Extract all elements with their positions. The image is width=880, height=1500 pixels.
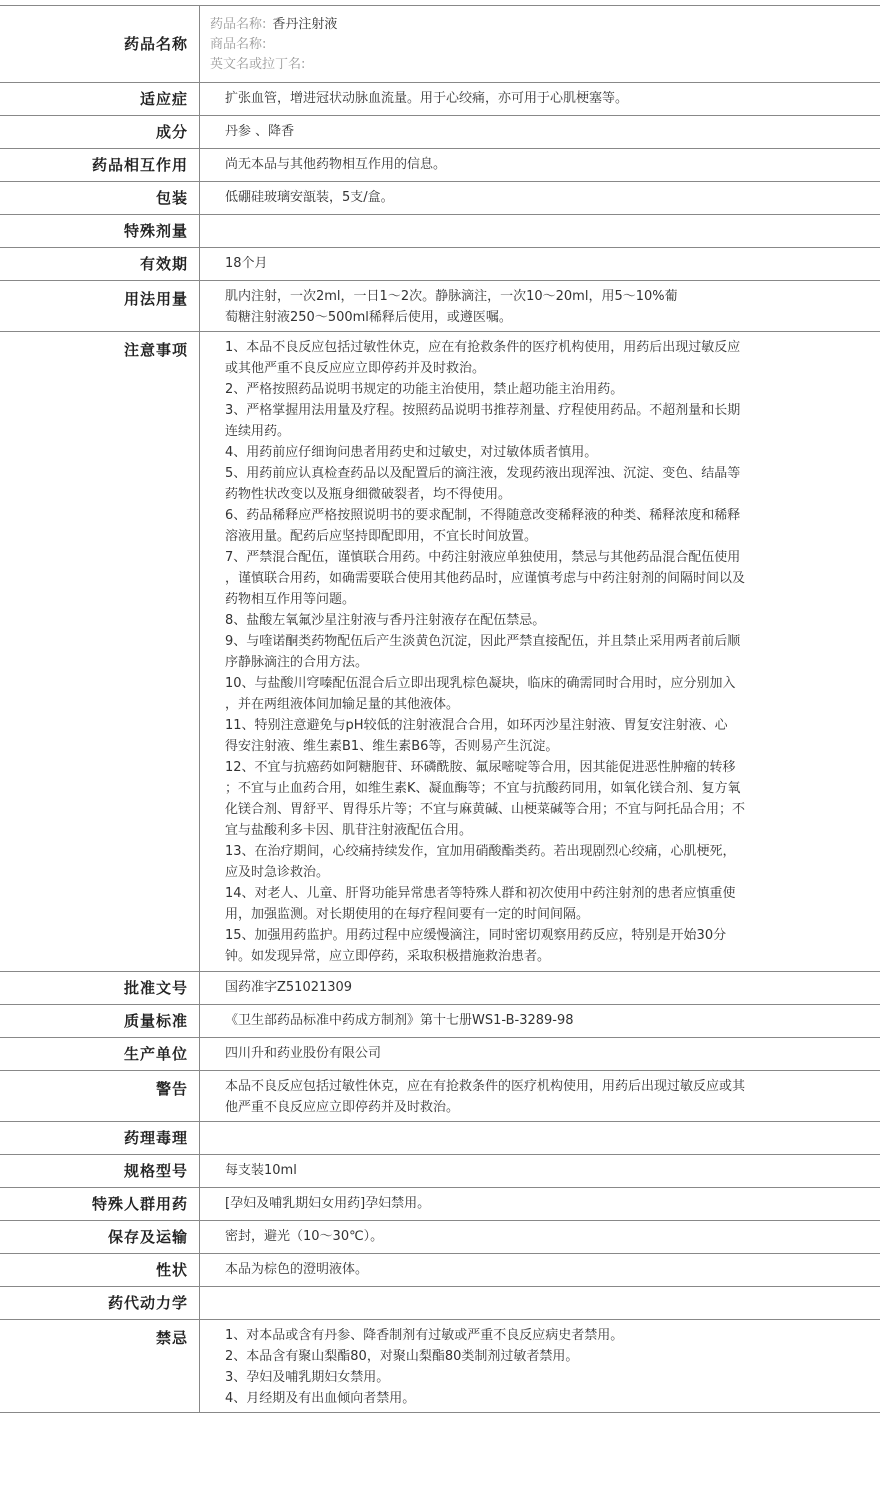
pharmacology-label: 药理毒理	[0, 1122, 200, 1154]
appearance-label: 性状	[0, 1254, 200, 1286]
ingredients-label: 成分	[0, 116, 200, 148]
row-packaging	[0, 182, 880, 215]
precaution-line: 序静脉滴注的合用方法。	[225, 655, 369, 670]
precaution-line: 3、严格掌握用法用量及疗程。按照药品说明书推荐剂量、疗程使用药品。不超剂量和长期	[225, 403, 741, 418]
row-ingredients	[0, 116, 880, 149]
warning-label: 警告	[0, 1071, 200, 1121]
row-special-population	[0, 1188, 880, 1221]
precaution-line: 9、与喹诺酮类药物配伍后产生淡黄色沉淀，因此严禁直接配伍，并且禁止采用两者前后顺	[225, 634, 741, 649]
approval-number-label: 批准文号	[0, 972, 200, 1004]
row-precautions	[0, 332, 880, 972]
precaution-line: ，谨慎联合用药，如确需要联合使用其他药品时，应谨慎考虑与中药注射剂的间隔时间以及	[225, 571, 746, 586]
drug-name-value	[200, 6, 880, 82]
precaution-line: 2、严格按照药品说明书规定的功能主治使用，禁止超功能主治用药。	[225, 382, 624, 397]
shelf-life-label: 有效期	[0, 248, 200, 280]
drug-info-table	[0, 5, 880, 1413]
english-name-label: 英文名或拉丁名:	[210, 57, 306, 72]
special-dosage-value	[200, 215, 880, 247]
quality-standard-label: 质量标准	[0, 1005, 200, 1037]
precaution-line: 7、严禁混合配伍，谨慎联合用药。中药注射液应单独使用，禁忌与其他药品混合配伍使用	[225, 550, 741, 565]
storage-label: 保存及运输	[0, 1221, 200, 1253]
contraindication-line: 1、对本品或含有丹参、降香制剂有过敏或严重不良反应病史者禁用。	[225, 1328, 624, 1343]
row-approval-number	[0, 972, 880, 1005]
usage-line: 肌内注射，一次2ml，一日1～2次。静脉滴注，一次10～20ml，用5～10%葡	[225, 289, 678, 304]
usage-value	[200, 281, 880, 331]
special-population-label: 特殊人群用药	[0, 1188, 200, 1220]
precaution-line: 药物相互作用等问题。	[225, 592, 356, 607]
row-appearance	[0, 1254, 880, 1287]
indications-label: 适应症	[0, 83, 200, 115]
row-contraindications	[0, 1320, 880, 1413]
drug-name-label: 药品名称	[0, 6, 200, 82]
precaution-line: 药物性状改变以及瓶身细微破裂者，均不得使用。	[225, 487, 512, 502]
manufacturer-value: 四川升和药业股份有限公司	[225, 1046, 382, 1061]
row-drug-name	[0, 5, 880, 83]
row-usage	[0, 281, 880, 332]
shelf-life-value: 18个月	[225, 256, 268, 271]
special-dosage-label: 特殊剂量	[0, 215, 200, 247]
contraindications-label: 禁忌	[0, 1320, 200, 1412]
precaution-line: 连续用药。	[225, 424, 291, 439]
row-pharmacology	[0, 1122, 880, 1155]
contraindication-line: 4、月经期及有出血倾向者禁用。	[225, 1391, 416, 1406]
row-quality-standard	[0, 1005, 880, 1038]
storage-value: 密封，避光（10～30℃）。	[225, 1229, 384, 1244]
interactions-value: 尚无本品与其他药物相互作用的信息。	[225, 157, 447, 172]
contraindication-line: 3、孕妇及哺乳期妇女禁用。	[225, 1370, 390, 1385]
generic-name-label: 药品名称:	[210, 17, 267, 32]
row-interactions	[0, 149, 880, 182]
indications-value: 扩张血管，增进冠状动脉血流量。用于心绞痛，亦可用于心肌梗塞等。	[225, 91, 629, 106]
interactions-label: 药品相互作用	[0, 149, 200, 181]
row-pharmacokinetics	[0, 1287, 880, 1320]
special-population-value: [孕妇及哺乳期妇女用药]孕妇禁用。	[225, 1196, 431, 1211]
manufacturer-label: 生产单位	[0, 1038, 200, 1070]
generic-name: 香丹注射液	[272, 17, 338, 32]
precaution-line: 钟。如发现异常，应立即停药，采取积极措施救治患者。	[225, 949, 551, 964]
warning-value	[200, 1071, 880, 1121]
precaution-line: 化镁合剂、胃舒平、胃得乐片等；不宜与麻黄碱、山梗菜碱等合用；不宜与阿托品合用；不	[225, 802, 746, 817]
row-storage	[0, 1221, 880, 1254]
specification-label: 规格型号	[0, 1155, 200, 1187]
precaution-line: 溶液用量。配药后应坚持即配即用，不宜长时间放置。	[225, 529, 538, 544]
precautions-value	[200, 332, 880, 971]
usage-line: 萄糖注射液250～500ml稀释后使用，或遵医嘱。	[225, 310, 512, 325]
contraindications-value	[200, 1320, 880, 1412]
usage-label: 用法用量	[0, 281, 200, 331]
precaution-line: 15、加强用药监护。用药过程中应缓慢滴注，同时密切观察用药反应，特别是开始30分	[225, 928, 727, 943]
precaution-line: 宜与盐酸利多卡因、肌苷注射液配伍合用。	[225, 823, 473, 838]
precaution-line: 5、用药前应认真检查药品以及配置后的滴注液，发现药液出现浑浊、沉淀、变色、结晶等	[225, 466, 741, 481]
pharmacokinetics-label: 药代动力学	[0, 1287, 200, 1319]
pharmacology-value	[200, 1122, 880, 1154]
trade-name-label: 商品名称:	[210, 37, 267, 52]
precaution-line: 6、药品稀释应严格按照说明书的要求配制，不得随意改变稀释液的种类、稀释浓度和稀释	[225, 508, 741, 523]
precaution-line: 1、本品不良反应包括过敏性休克，应在有抢救条件的医疗机构使用，用药后出现过敏反应	[225, 340, 741, 355]
pharmacokinetics-value	[200, 1287, 880, 1319]
precaution-line: 14、对老人、儿童、肝肾功能异常患者等特殊人群和初次使用中药注射剂的患者应慎重使	[225, 886, 736, 901]
precaution-line: 4、用药前应仔细询问患者用药史和过敏史，对过敏体质者慎用。	[225, 445, 598, 460]
approval-number-value: 国药准字Z51021309	[225, 980, 353, 995]
precautions-label: 注意事项	[0, 332, 200, 971]
row-indications	[0, 83, 880, 116]
precaution-line: 得安注射液、维生素B1、维生素B6等，否则易产生沉淀。	[225, 739, 559, 754]
row-shelf-life	[0, 248, 880, 281]
precaution-line: 11、特别注意避免与pH较低的注射液混合合用，如环丙沙星注射液、胃复安注射液、心	[225, 718, 728, 733]
precaution-line: 用，加强监测。对长期使用的在每疗程间要有一定的时间间隔。	[225, 907, 590, 922]
precaution-line: ；不宜与止血药合用，如维生素K、凝血酶等；不宜与抗酸药同用，如氧化镁合剂、复方氧	[225, 781, 741, 796]
precaution-line: ，并在两组液体间加输足量的其他液体。	[225, 697, 460, 712]
packaging-label: 包装	[0, 182, 200, 214]
warning-line: 他严重不良反应应立即停药并及时救治。	[225, 1100, 460, 1115]
generic-name-line	[210, 15, 788, 35]
precaution-line: 13、在治疗期间，心绞痛持续发作，宜加用硝酸酯类药。若出现剧烈心绞痛，心肌梗死，	[225, 844, 736, 859]
precaution-line: 8、盐酸左氧氟沙星注射液与香丹注射液存在配伍禁忌。	[225, 613, 546, 628]
precaution-line: 12、不宜与抗癌药如阿糖胞苷、环磷酰胺、氟尿嘧啶等合用，因其能促进恶性肿瘤的转移	[225, 760, 736, 775]
specification-value: 每支装10ml	[225, 1163, 297, 1178]
contraindication-line: 2、本品含有聚山梨酯80，对聚山梨酯80类制剂过敏者禁用。	[225, 1349, 579, 1364]
precaution-line: 应及时急诊救治。	[225, 865, 330, 880]
appearance-value: 本品为棕色的澄明液体。	[225, 1262, 369, 1277]
row-manufacturer	[0, 1038, 880, 1071]
row-specification	[0, 1155, 880, 1188]
precaution-line: 10、与盐酸川穹嗪配伍混合后立即出现乳棕色凝块，临床的确需同时合用时，应分别加入	[225, 676, 736, 691]
precaution-line: 或其他严重不良反应应立即停药并及时救治。	[225, 361, 486, 376]
quality-standard-value: 《卫生部药品标准中药成方制剂》第十七册WS1-B-3289-98	[225, 1013, 574, 1028]
row-special-dosage	[0, 215, 880, 248]
warning-line: 本品不良反应包括过敏性休克，应在有抢救条件的医疗机构使用，用药后出现过敏反应或其	[225, 1079, 746, 1094]
ingredients-value: 丹参 、降香	[225, 124, 295, 139]
packaging-value: 低硼硅玻璃安瓿装，5支/盒。	[225, 190, 394, 205]
row-warning	[0, 1071, 880, 1122]
